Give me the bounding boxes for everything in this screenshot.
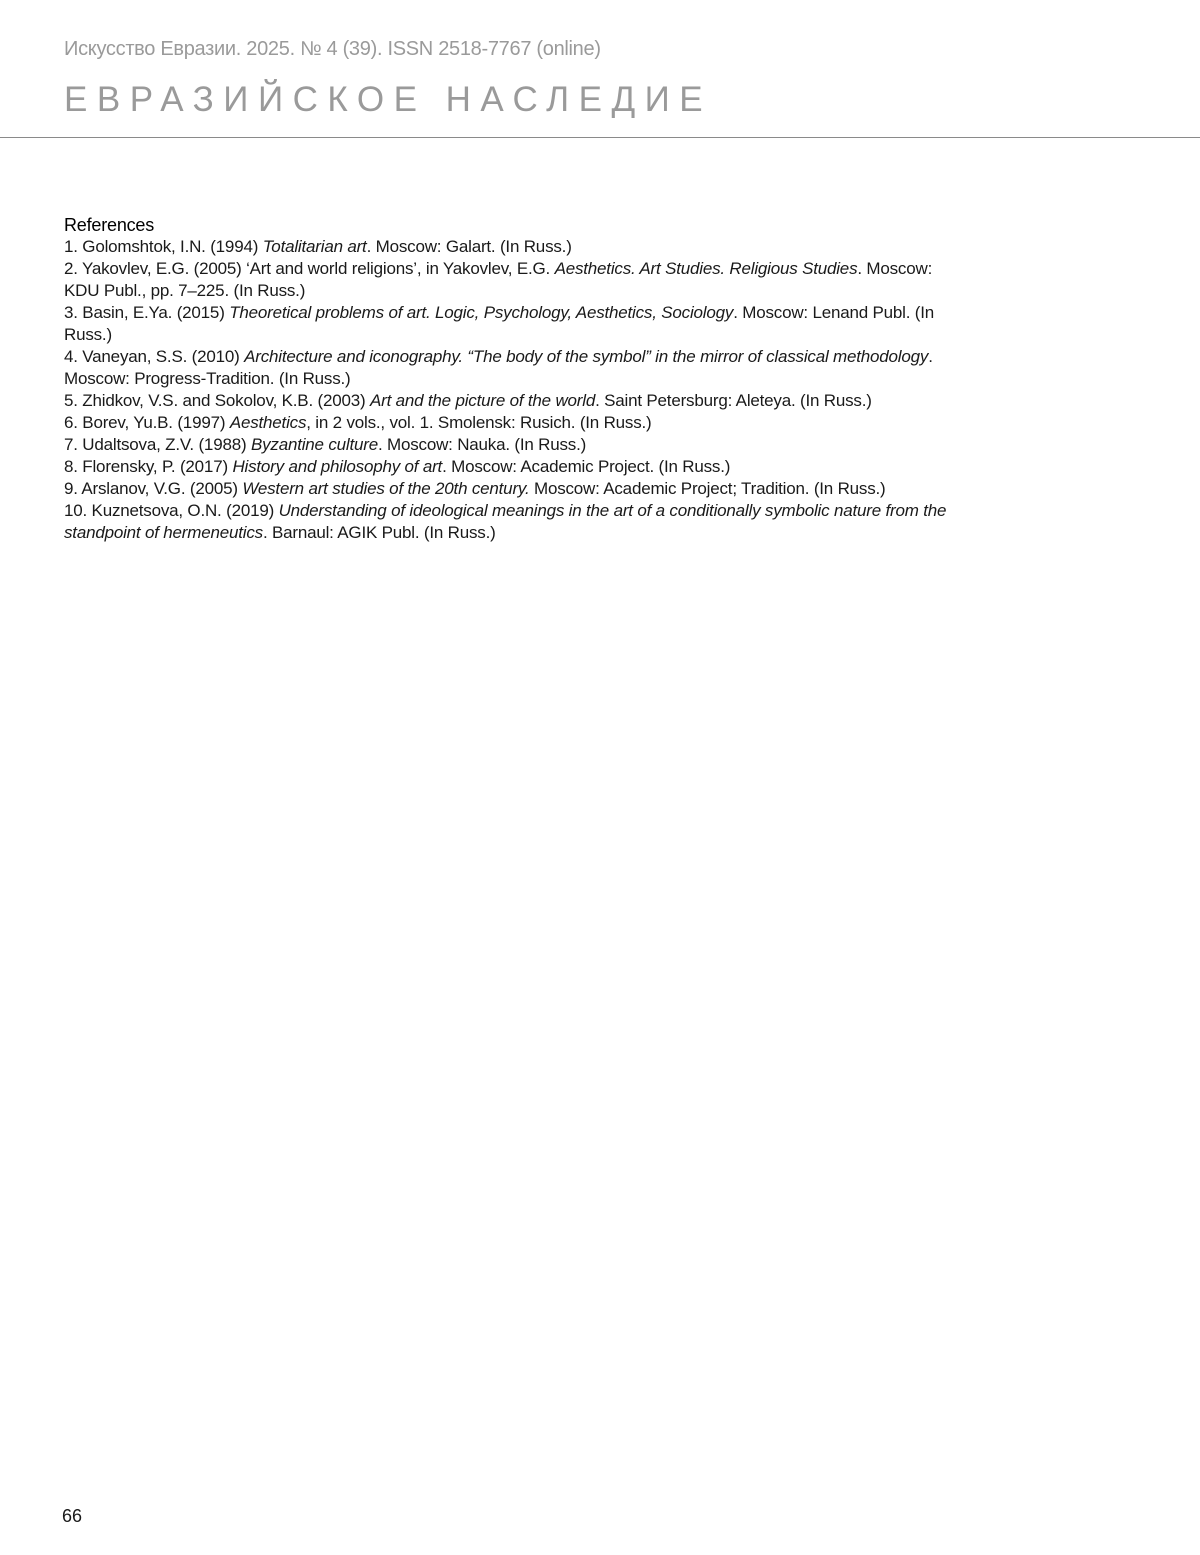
reference-author: 2. Yakovlev, E.G. (2005) ‘Art and world religions’, in Yakovlev, E.G. — [64, 259, 555, 278]
reference-author: 4. Vaneyan, S.S. (2010) — [64, 347, 245, 366]
reference-publisher: . Moscow: Academic Project. (In Russ.) — [442, 457, 731, 476]
reference-publisher: . Moscow: KDU Publ., pp. 7–225. (In Russ.) — [64, 259, 933, 300]
reference-title: Theoretical problems of art. Logic, Psychology, Aesthetics, Sociology — [229, 303, 734, 322]
reference-title: Understanding of ideological meanings in the art of a conditionally symbolic nature from the standpoint of hermeneutics — [64, 501, 947, 542]
reference-author: 5. Zhidkov, V.S. and Sokolov, K.B. (2003) — [64, 391, 370, 410]
reference-title: Western art studies of the 20th century. — [242, 479, 530, 498]
reference-publisher: . Moscow: Lenand Publ. (In Russ.) — [64, 303, 935, 344]
reference-item — [64, 500, 964, 544]
reference-publisher: . Barnaul: AGIK Publ. (In Russ.) — [262, 523, 496, 542]
reference-item — [64, 236, 964, 258]
reference-item — [64, 390, 964, 412]
reference-item — [64, 412, 964, 434]
section-title: ЕВРАЗИЙСКОЕ НАСЛЕДИЕ — [64, 80, 713, 119]
page-number: 66 — [62, 1506, 83, 1526]
reference-publisher: . Saint Petersburg: Aleteya. (In Russ.) — [595, 391, 872, 410]
reference-title: Art and the picture of the world — [369, 391, 596, 410]
reference-item — [64, 456, 964, 478]
reference-title: Byzantine culture — [250, 435, 378, 454]
reference-item — [64, 478, 964, 500]
reference-publisher: Moscow: Academic Project; Tradition. (In Russ.) — [529, 479, 886, 498]
reference-author: 6. Borev, Yu.B. (1997) — [64, 413, 230, 432]
reference-author: 8. Florensky, P. (2017) — [64, 457, 233, 476]
references-heading: References — [64, 215, 155, 235]
reference-author: 9. Arslanov, V.G. (2005) — [64, 479, 243, 498]
reference-author: 3. Basin, E.Ya. (2015) — [64, 303, 230, 322]
reference-item — [64, 346, 964, 390]
reference-author: 7. Udaltsova, Z.V. (1988) — [64, 435, 251, 454]
reference-publisher: . Moscow: Galart. (In Russ.) — [366, 237, 572, 256]
reference-title: Totalitarian art — [262, 237, 367, 256]
reference-title: History and philosophy of art — [232, 457, 443, 476]
journal-citation: Искусство Евразии. 2025. № 4 (39). ISSN 2518-7767 (online) — [64, 38, 601, 60]
reference-title: Architecture and iconography. “The body of the symbol” in the mirror of classical methodology — [244, 347, 929, 366]
reference-publisher: , in 2 vols., vol. 1. Smolensk: Rusich. (In Russ.) — [306, 413, 652, 432]
reference-author: 10. Kuznetsova, O.N. (2019) — [64, 501, 279, 520]
reference-publisher: . Moscow: Nauka. (In Russ.) — [377, 435, 587, 454]
header-divider — [0, 137, 1200, 138]
reference-title: Aesthetics — [229, 413, 307, 432]
reference-publisher: . Moscow: Progress-Tradition. (In Russ.) — [64, 347, 933, 388]
reference-title: Aesthetics. Art Studies. Religious Studies — [554, 259, 858, 278]
references-section — [64, 214, 964, 544]
reference-author: 1. Golomshtok, I.N. (1994) — [64, 237, 263, 256]
reference-item — [64, 302, 964, 346]
reference-item — [64, 258, 964, 302]
reference-item — [64, 434, 964, 456]
